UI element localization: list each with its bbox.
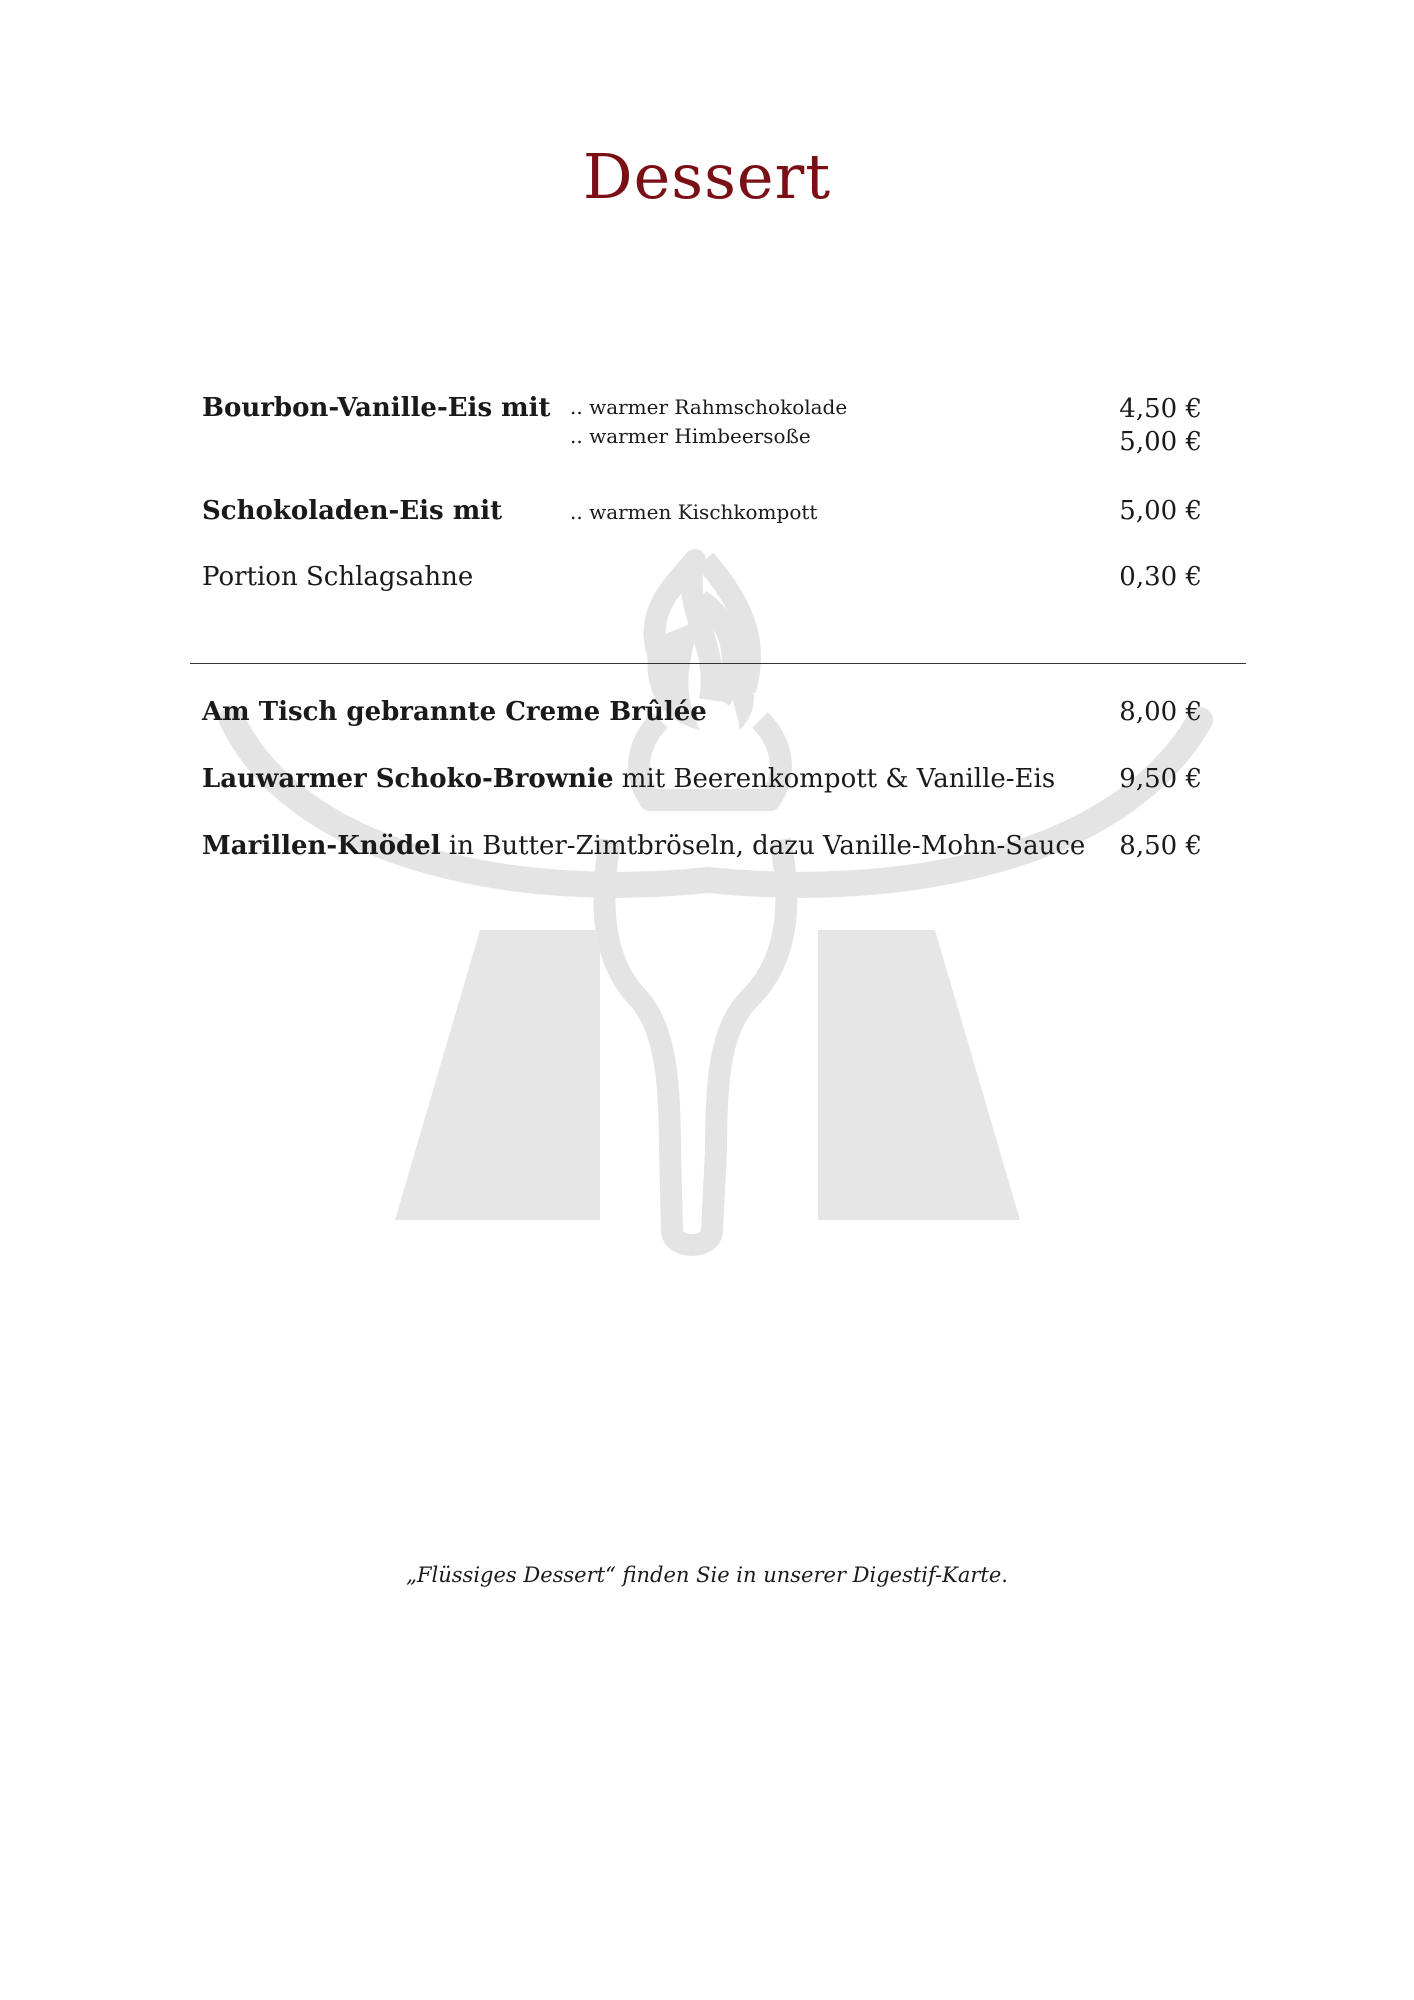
item-name: Bourbon-Vanille-Eis mit bbox=[202, 393, 551, 423]
menu-item-brownie bbox=[202, 764, 1202, 794]
item-option: .. warmer Himbeersoße bbox=[570, 424, 811, 448]
item-price: 9,50 € bbox=[1119, 764, 1202, 794]
item-name: Marillen-Knödel bbox=[202, 831, 441, 861]
item-options bbox=[570, 393, 847, 451]
item-option: .. warmer Rahmschokolade bbox=[570, 395, 848, 419]
item-option: .. warmen Kischkompott bbox=[570, 500, 818, 524]
menu-item-chocolate-ice bbox=[202, 496, 1202, 526]
item-description: mit Beerenkompott & Vanille-Eis bbox=[613, 764, 1056, 794]
item-prices bbox=[1119, 393, 1202, 459]
section-divider bbox=[190, 663, 1246, 664]
item-price: 5,00 € bbox=[1119, 427, 1202, 457]
menu-item-knoedel bbox=[202, 831, 1202, 861]
item-name: Schokoladen-Eis mit bbox=[202, 496, 503, 526]
item-price: 5,00 € bbox=[1119, 496, 1202, 526]
item-price: 0,30 € bbox=[1119, 562, 1202, 592]
item-price: 4,50 € bbox=[1119, 394, 1202, 424]
menu-item-vanilla-ice bbox=[202, 393, 1202, 457]
footer-note: „Flüssiges Dessert“ finden Sie in unserer Digestif-Karte. bbox=[406, 1563, 1008, 1587]
item-price: 8,50 € bbox=[1119, 831, 1202, 861]
item-name: Lauwarmer Schoko-Brownie bbox=[202, 764, 614, 794]
item-name: Portion Schlagsahne bbox=[202, 562, 474, 592]
item-price: 8,00 € bbox=[1119, 697, 1202, 727]
menu-item-whipped-cream bbox=[202, 562, 1202, 592]
page-title: Dessert bbox=[582, 140, 832, 213]
item-name: Am Tisch gebrannte Creme Brûlée bbox=[202, 697, 707, 727]
menu-item-creme-brulee bbox=[202, 697, 1202, 727]
item-description: in Butter-Zimtbröseln, dazu Vanille-Mohn-Sauce bbox=[440, 831, 1086, 861]
